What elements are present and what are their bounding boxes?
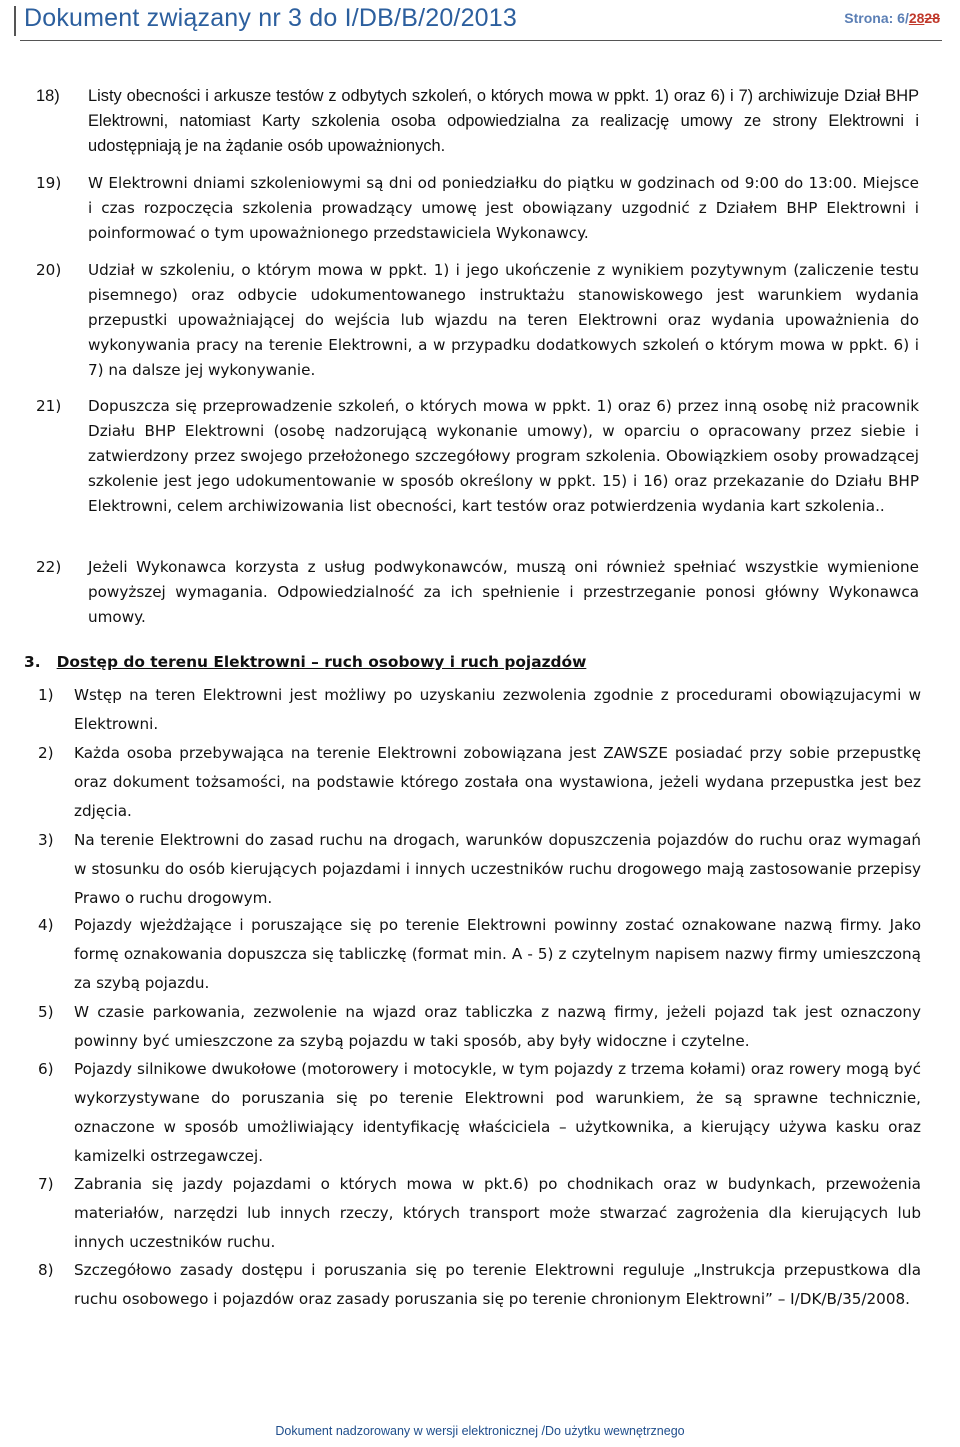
list-item [38, 1256, 921, 1314]
item-text-part: W Elektrowni dniami szkoleniowymi są dni od poniedziałku do piątku w godzinach od 9:00 do 13:00. [88, 174, 858, 192]
item-text: Wstęp na teren Elektrowni jest możliwy po uzyskaniu zezwolenia zgodnie z procedurami obowiązujacymi w Elektrowni. [74, 686, 921, 733]
item-text: Dopuszcza się przeprowadzenie szkoleń, o których mowa w ppkt. 1) oraz 6) przez inną osobę niż pracownik Działu BHP Elektrowni (osobę nadzorującą wykonanie umowy), w oparciu o opracowany przez siebie i zatwierdzony przez swojego przełożonego szczegółowy program szkolenia. Obowiązkiem osoby prowadzącej szkolenie jest jego udokumentowanie w sposób określony w ppkt. 15) i 16) oraz przekazanie do Działu BHP Elektrowni, celem archiwizowania list obecności, kart testów oraz potwierdzenia wydania kart szkolenia.. [88, 397, 919, 515]
item-text: W czasie parkowania, zezwolenie na wjazd oraz tabliczka z nazwą firmy, jeżeli pojazd tak jest oznaczony powinny być umieszczone za szybą pojazdu w taki sposób, aby były widoczne i czytelne. [74, 1003, 921, 1050]
item-text: Na terenie Elektrowni do zasad ruchu na drogach, warunków dopuszczenia pojazdów do ruchu oraz wymagań w stosunku do osób kierujących pojazdami i innych uczestników ruchu drogowego mają zastosowanie przepisy Prawo o ruchu drogowym. [74, 831, 921, 907]
item-number: 19) [36, 174, 62, 192]
item-text: Szczegółowo zasady dostępu i poruszania się po terenie Elektrowni reguluje „Instrukcja przepustkowa dla ruchu osobowego i pojazdów oraz zasady poruszania się po terenie chronionym Elektrowni” – I/DK/B/35/2008. [74, 1261, 921, 1308]
item-number: 3) [38, 831, 54, 849]
item-number: 18) [36, 87, 60, 105]
item-number: 5) [38, 1003, 54, 1021]
list-item [36, 555, 919, 630]
item-number: 21) [36, 397, 62, 415]
list-item [36, 258, 919, 383]
item-number: 20) [36, 261, 62, 279]
page-label: Strona: [844, 10, 898, 26]
page-number [844, 10, 940, 26]
page-header [0, 0, 960, 40]
page-footer: Dokument nadzorowany w wersji elektronicznej /Do użytku wewnętrznego [275, 1424, 685, 1438]
item-text: Jeżeli Wykonawca korzysta z usług podwykonawców, muszą oni również spełniać wszystkie wymienione powyższej wymagania. Odpowiedzialność za ich spełnienie i przestrzeganie ponosi główny Wykonawca umowy. [88, 558, 919, 626]
item-number: 4) [38, 916, 54, 934]
document-title: Dokument związany nr 3 do I/DB/B/20/2013 [24, 4, 517, 32]
item-text: Udział w szkoleniu, o którym mowa w ppkt. 1) i jego ukończenie z wynikiem pozytywnym (zaliczenie testu pisemnego) oraz odbycie udokumentowanego instruktażu stanowiskowego jest warunkiem wydania przepustki upoważniającej do wejścia lub wjazdu na teren Elektrowni oraz wydania upoważnienia do wykonywania pracy na terenie Elektrowni, a w przypadku dodatkowych szkoleń o którym mowa w ppkt. 6) i 7) na dalsze jej wykonywanie. [88, 261, 919, 379]
section-title: Dostęp do terenu Elektrowni – ruch osobowy i ruch pojazdów [56, 653, 587, 671]
item-text: Zabrania się jazdy pojazdami o których mowa w pkt.6) po chodnikach oraz w budynkach, przewożenia materiałów, narzędzi lub innych rzeczy, których transport może stwarzać zagrożenia dla kierujących lub innych uczestników ruchu. [74, 1175, 921, 1251]
item-text: Każda osoba przebywająca na terenie Elektrowni zobowiązana jest ZAWSZE posiadać przy sobie przepustkę oraz dokument tożsamości, na podstawie którego została ona wystawiona, jeżeli wydana przepustka jest bez zdjęcia. [74, 744, 921, 820]
item-number: 2) [38, 744, 54, 762]
list-item [36, 84, 919, 159]
list-item [38, 826, 921, 913]
item-number: 6) [38, 1060, 54, 1078]
list-item [38, 739, 921, 826]
item-number: 1) [38, 686, 54, 704]
list-item [38, 911, 921, 998]
list-item [38, 681, 921, 739]
section-heading [24, 653, 586, 671]
item-text: Pojazdy wjeżdżające i poruszające się po terenie Elektrowni powinny zostać oznakowane nazwą firmy. Jako formę oznakowania dopuszcza się tabliczkę (format min. A - 5) z czytelnym napisem nazwy firmy umieszczoną za szybą pojazdu. [74, 916, 921, 992]
item-number: 22) [36, 558, 62, 576]
item-text-part: Miejsce i czas rozpoczęcia szkolenia prowadzący umowę jest obowiązany uzgodnić z Działem BHP Elektrowni i poinformować o tym upoważnionego przedstawiciela Wykonawcy. [88, 174, 919, 242]
page-total-new: 28 [908, 10, 925, 26]
section-number: 3. [24, 653, 41, 671]
list-item [36, 394, 919, 519]
page-separator: / [904, 10, 909, 26]
item-number: 8) [38, 1261, 54, 1279]
header-left-bar [14, 6, 16, 36]
list-item [36, 171, 919, 246]
list-item [38, 998, 921, 1056]
list-item [38, 1055, 921, 1171]
item-number: 7) [38, 1175, 54, 1193]
item-text: Listy obecności i arkusze testów z odbytych szkoleń, o których mowa w ppkt. 1) oraz 6) i 7) archiwizuje Dział BHP Elektrowni, natomiast Karty szkolenia osoba odpowiedzialna za realizację umowy ze strony Elektrowni i udostępniają je na żądanie osób upoważnionych. [88, 87, 919, 155]
header-rule [20, 40, 942, 41]
list-item [38, 1170, 921, 1257]
item-text: Pojazdy silnikowe dwukołowe (motorowery i motocykle, w tym pojazdy z trzema kołami) oraz rowery mogą być wykorzystywane do poruszania się po terenie Elektrowni pod warunkiem, że są sprawne technicznie, oznaczone w sposób umożliwiający identyfikację właściciela – użytkownika, a kierujący używa kasku oraz kamizelki ostrzegawczej. [74, 1060, 921, 1165]
page-total-old: 28 [924, 10, 940, 26]
page-current: 6 [897, 10, 905, 26]
